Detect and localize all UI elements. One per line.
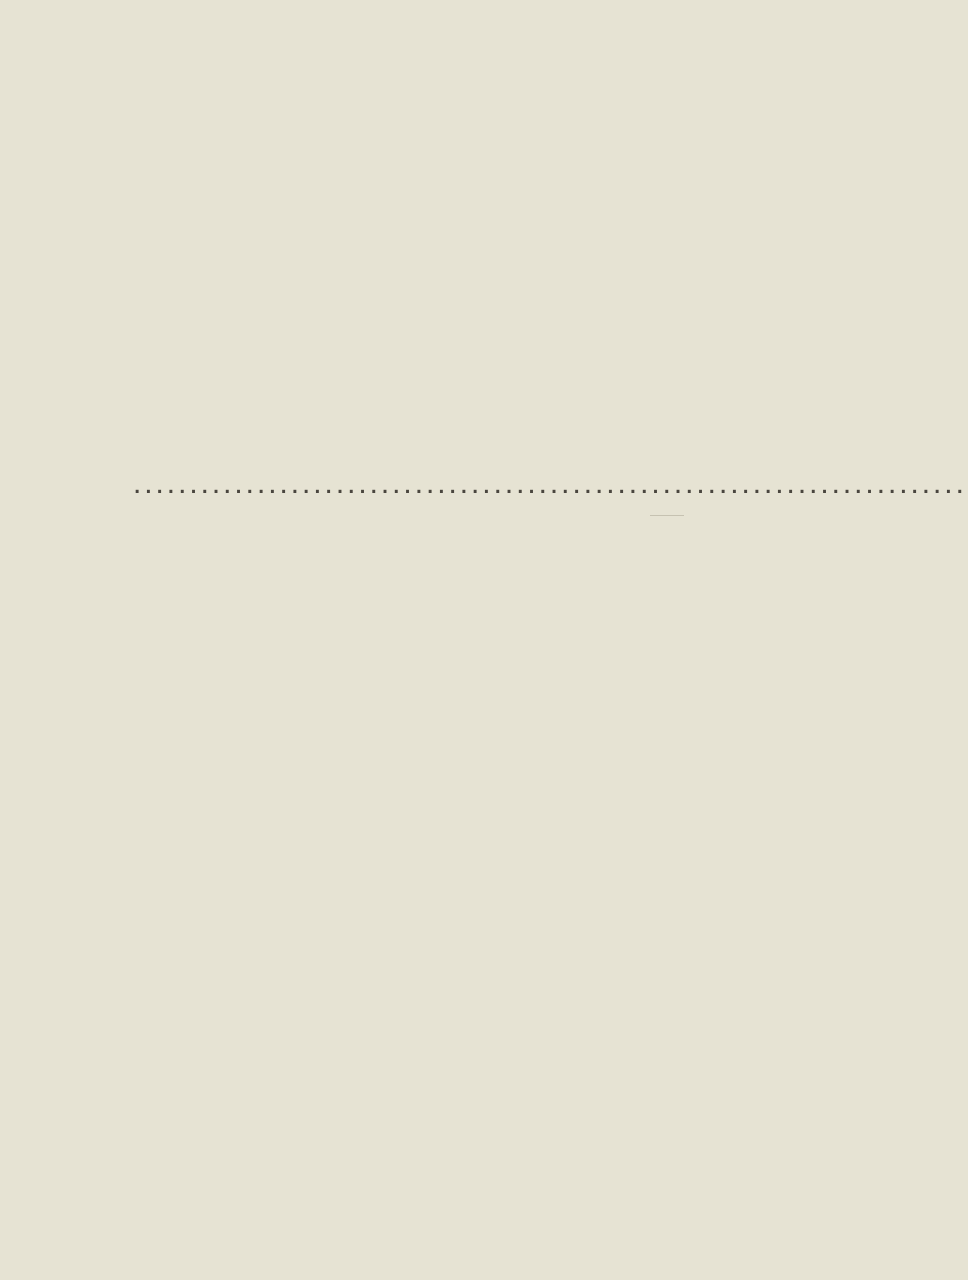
toc-entry-einleitung bbox=[130, 478, 968, 497]
divider bbox=[650, 515, 684, 516]
dot-leader: .......................................................................... bbox=[134, 478, 968, 497]
